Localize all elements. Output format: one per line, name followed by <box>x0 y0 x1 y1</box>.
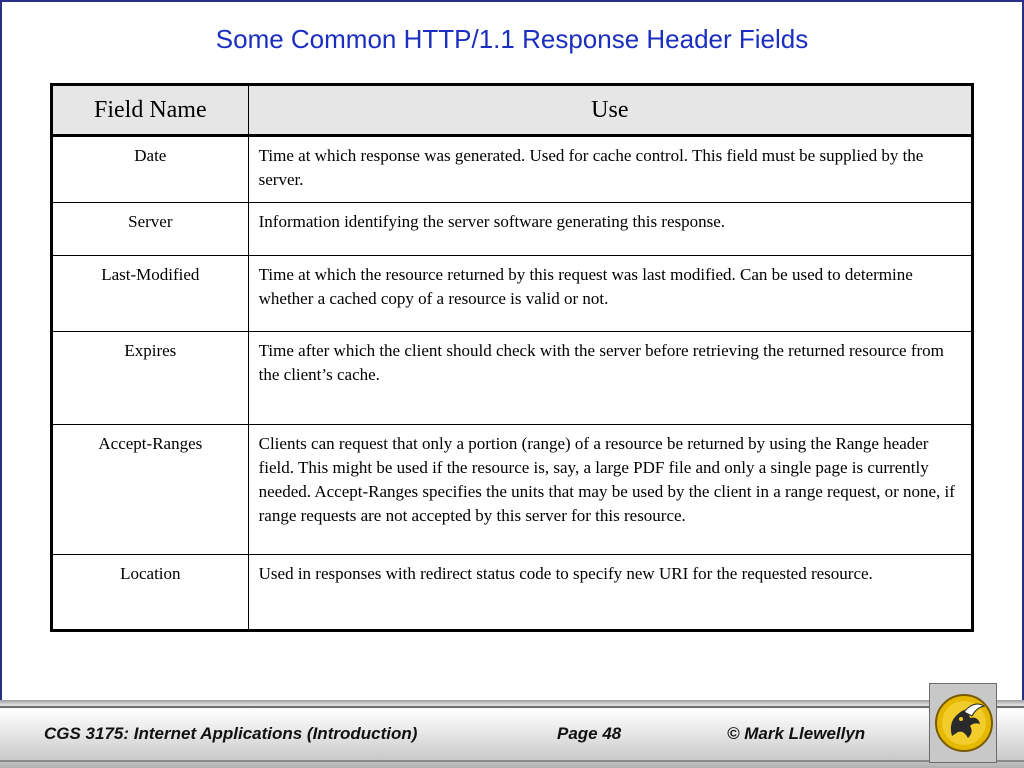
table-row <box>52 256 973 332</box>
ucf-pegasus-logo-icon <box>929 683 997 763</box>
field-use-cell: Time at which response was generated. Used for cache control. This field must be supplied by the server. <box>248 136 972 203</box>
field-name-cell: Location <box>52 555 249 631</box>
field-name-cell: Server <box>52 203 249 256</box>
table-row <box>52 332 973 425</box>
column-header-field-name: Field Name <box>52 85 249 136</box>
table-header-row <box>52 85 973 136</box>
table-row <box>52 555 973 631</box>
footer-page-number: Page 48 <box>557 724 622 743</box>
table-row <box>52 425 973 555</box>
footer-author: © Mark Llewellyn <box>727 724 866 743</box>
field-name-cell: Date <box>52 136 249 203</box>
slide-title: Some Common HTTP/1.1 Response Header Fields <box>215 24 809 54</box>
table-row <box>52 203 973 256</box>
pegasus-emblem <box>934 692 994 754</box>
footer-course: CGS 3175: Internet Applications (Introduction) <box>44 724 418 743</box>
field-use-cell: Information identifying the server software generating this response. <box>248 203 972 256</box>
field-name-cell: Accept-Ranges <box>52 425 249 555</box>
field-use-cell: Time at which the resource returned by this request was last modified. Can be used to determine whether a cached copy of a resource is valid or not. <box>248 256 972 332</box>
header-fields-table <box>50 83 974 632</box>
field-name-cell: Last-Modified <box>52 256 249 332</box>
table-row <box>52 136 973 203</box>
field-name-cell: Expires <box>52 332 249 425</box>
field-use-cell: Clients can request that only a portion (range) of a resource be returned by using the Range header field. This might be used if the resource is, say, a large PDF file and only a single page is currently needed. Accept-Ranges specifies the units that may be used by the client in a range request, or none, if range requests are not accepted by this server for this resource. <box>248 425 972 555</box>
column-header-use: Use <box>248 85 972 136</box>
field-use-cell: Used in responses with redirect status code to specify new URI for the requested resource. <box>248 555 972 631</box>
footer-divider <box>0 760 1024 762</box>
field-use-cell: Time after which the client should check with the server before retrieving the returned resource from the client’s cache. <box>248 332 972 425</box>
footer-divider <box>0 706 1024 708</box>
